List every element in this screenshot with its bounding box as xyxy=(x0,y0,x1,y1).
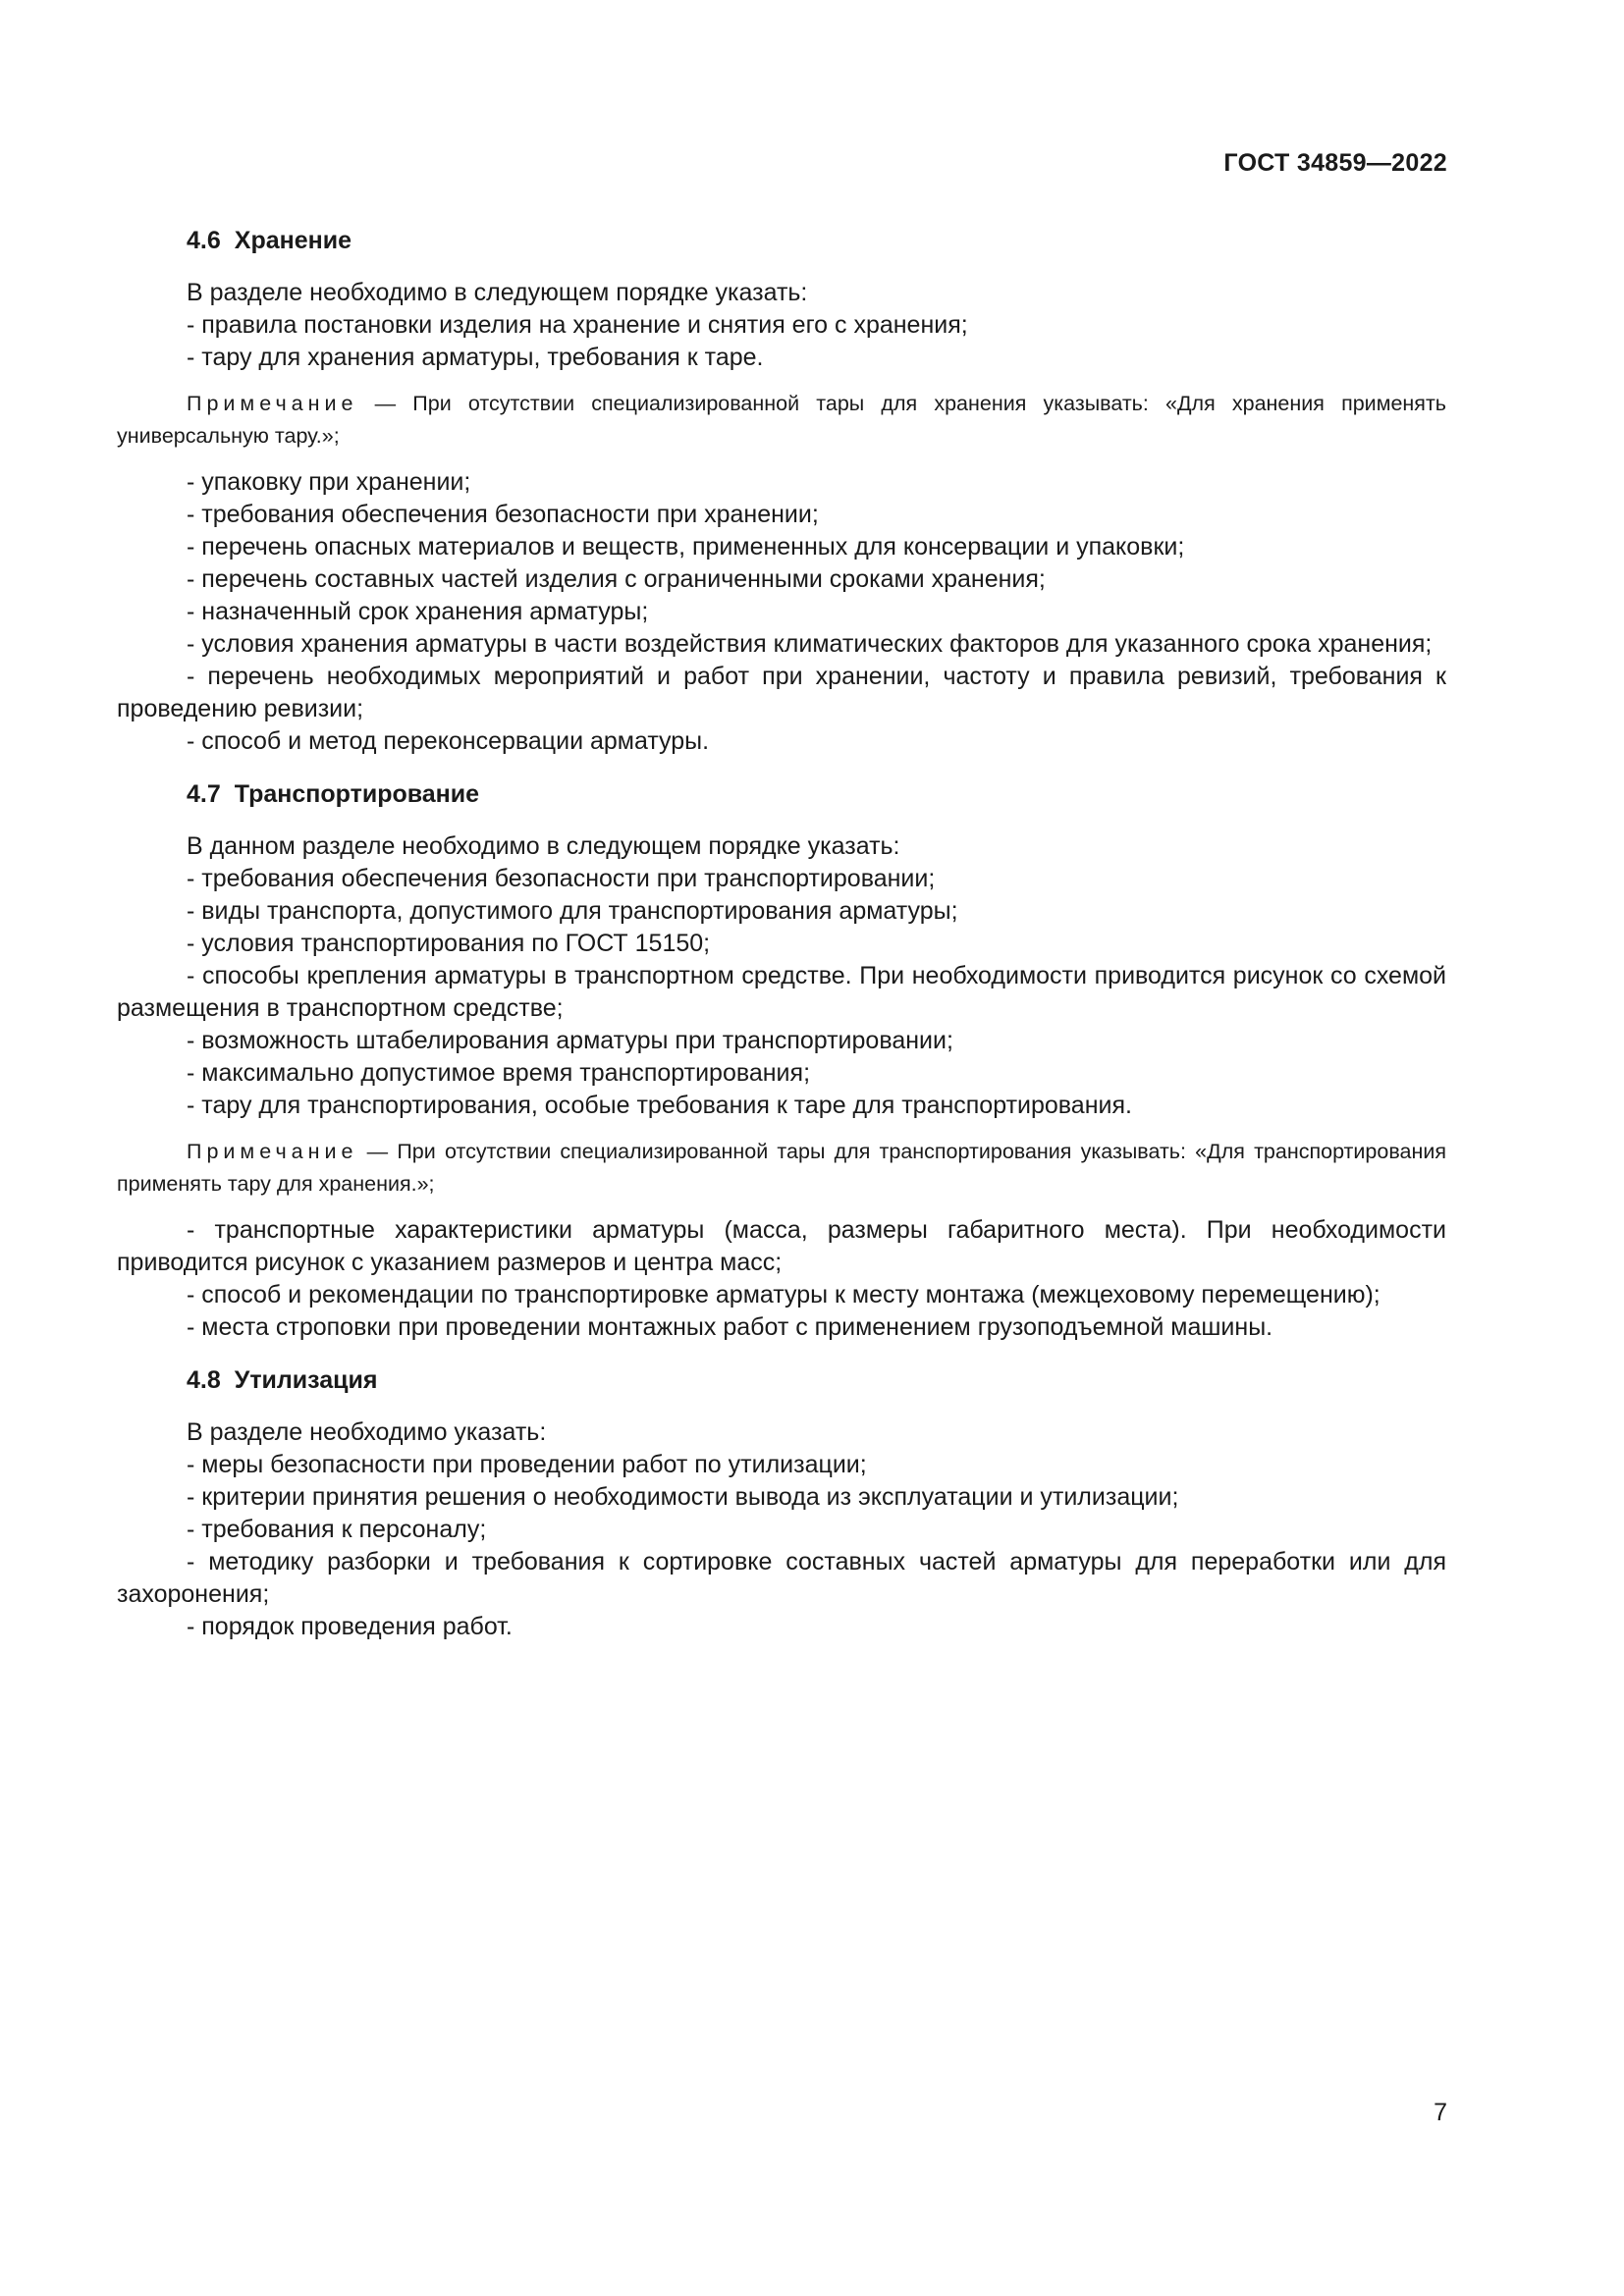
list-item: - перечень необходимых мероприятий и работ при хранении, частоту и правила ревизий, требования к проведению ревизии; xyxy=(117,663,1446,722)
page-number: 7 xyxy=(1434,2099,1447,2126)
list-item: - методику разборки и требования к сортировке составных частей арматуры для переработки или для захоронения; xyxy=(117,1548,1446,1608)
list-item: - требования к персоналу; xyxy=(187,1516,487,1543)
list-item: - перечень составных частей изделия с ограниченными сроками хранения; xyxy=(187,565,1046,593)
note xyxy=(117,1136,1446,1201)
list-item: - критерии принятия решения о необходимости вывода из эксплуатации и утилизации; xyxy=(187,1483,1179,1511)
section-intro: В разделе необходимо в следующем порядке указать: xyxy=(187,279,808,306)
list-item: - условия транспортирования по ГОСТ 15150; xyxy=(187,930,711,957)
section-intro: В разделе необходимо указать: xyxy=(187,1418,547,1446)
list-item: - правила постановки изделия на хранение и снятия его с хранения; xyxy=(187,311,968,339)
list-item: - требования обеспечения безопасности при транспортировании; xyxy=(187,865,936,892)
section-spacer xyxy=(117,1344,1446,1365)
list-item: - назначенный срок хранения арматуры; xyxy=(187,598,649,625)
section-heading xyxy=(117,779,1446,809)
list-item: - максимально допустимое время транспортирования; xyxy=(187,1059,811,1087)
note-text: — При отсутствии специализированной тары для транспортирования указывать: «Для транспортирования применять тару для хранения.»; xyxy=(117,1140,1446,1196)
note-text: — При отсутствии специализированной тары для хранения указывать: «Для хранения применять универсальную тару.»; xyxy=(117,392,1446,448)
section-title: Хранение xyxy=(234,227,352,254)
section-heading xyxy=(117,1365,1446,1395)
list-item: - требования обеспечения безопасности при хранении; xyxy=(187,501,819,528)
list-item: - способ и метод переконсервации арматуры. xyxy=(187,727,710,755)
note-label: Примечание xyxy=(187,1140,358,1163)
list-item: - виды транспорта, допустимого для транспортирования арматуры; xyxy=(187,897,958,925)
list-item: - упаковку при хранении; xyxy=(187,468,471,496)
document-body xyxy=(117,226,1446,1643)
list-item: - способы крепления арматуры в транспортном средстве. При необходимости приводится рисунок со схемой размещения в транспортном средстве; xyxy=(117,962,1446,1022)
section-number: 4.8 xyxy=(187,1366,221,1394)
list-item: - меры безопасности при проведении работ по утилизации; xyxy=(187,1451,867,1478)
section-number: 4.6 xyxy=(187,227,221,254)
list-item: - места строповки при проведении монтажных работ с применением грузоподъемной машины. xyxy=(187,1313,1273,1341)
list-item: - порядок проведения работ. xyxy=(187,1613,513,1640)
list-item: - тару для транспортирования, особые требования к таре для транспортирования. xyxy=(187,1092,1132,1119)
list-item: - транспортные характеристики арматуры (масса, размеры габаритного места). При необходимости приводится рисунок с указанием размеров и центра масс; xyxy=(117,1216,1446,1276)
list-item: - способ и рекомендации по транспортировке арматуры к месту монтажа (межцеховому перемещению); xyxy=(187,1281,1380,1308)
section-number: 4.7 xyxy=(187,780,221,808)
section-intro: В данном разделе необходимо в следующем порядке указать: xyxy=(187,832,900,860)
list-item: - возможность штабелирования арматуры при транспортировании; xyxy=(187,1027,953,1054)
section-heading xyxy=(117,226,1446,255)
note xyxy=(117,388,1446,453)
document-code: ГОСТ 34859—2022 xyxy=(1223,149,1447,177)
list-item: - условия хранения арматуры в части воздействия климатических факторов для указанного срока хранения; xyxy=(187,630,1433,658)
section-spacer xyxy=(117,758,1446,779)
section-disposal xyxy=(117,1365,1446,1643)
list-item: - тару для хранения арматуры, требования к таре. xyxy=(187,344,764,371)
section-title: Утилизация xyxy=(234,1366,378,1394)
note-label: Примечание xyxy=(187,392,358,415)
section-storage xyxy=(117,226,1446,758)
list-item: - перечень опасных материалов и веществ, примененных для консервации и упаковки; xyxy=(187,533,1185,561)
section-title: Транспортирование xyxy=(234,780,480,808)
section-transportation xyxy=(117,779,1446,1344)
